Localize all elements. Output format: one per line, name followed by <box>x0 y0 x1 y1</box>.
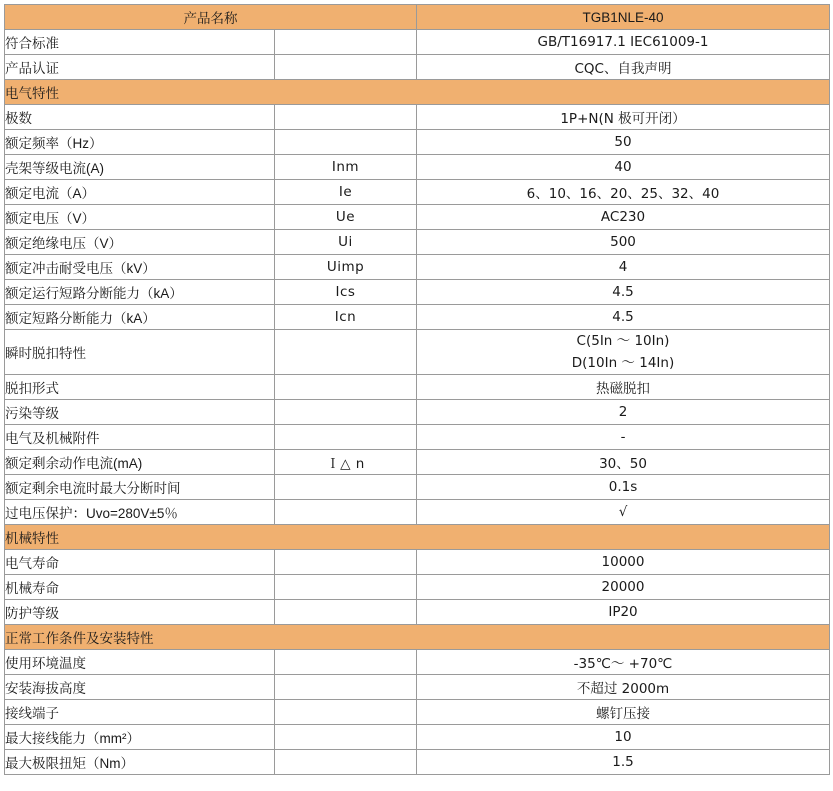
row-value: AC230 <box>417 205 830 230</box>
row-label: 极数 <box>5 105 275 130</box>
row-label: 额定短路分断能力（kA） <box>5 305 275 330</box>
row-symbol: Ue <box>275 205 417 230</box>
row-label: 最大极限扭矩（Nm） <box>5 750 275 775</box>
row-value-line: D(10In ～ 14In) <box>571 355 675 371</box>
row-label: 瞬时脱扣特性 <box>5 330 275 375</box>
table-row <box>5 725 830 750</box>
row-label: 额定电压（V） <box>5 205 275 230</box>
row-value: 40 <box>417 155 830 180</box>
row-value: 4.5 <box>417 280 830 305</box>
row-symbol <box>275 550 417 575</box>
table-row <box>5 30 830 55</box>
table-row <box>5 425 830 450</box>
section-header-row <box>5 525 830 550</box>
row-value: 0.1s <box>417 475 830 500</box>
row-value: 2 <box>417 400 830 425</box>
table-row <box>5 475 830 500</box>
row-value: 4 <box>417 255 830 280</box>
section-header-row <box>5 80 830 105</box>
row-label: 壳架等级电流(A) <box>5 155 275 180</box>
row-label: 额定剩余动作电流(mA) <box>5 450 275 475</box>
row-label: 额定电流（A） <box>5 180 275 205</box>
row-label: 接线端子 <box>5 700 275 725</box>
row-label: 电气及机械附件 <box>5 425 275 450</box>
row-value: 500 <box>417 230 830 255</box>
row-symbol <box>275 700 417 725</box>
row-value: IP20 <box>417 600 830 625</box>
table-row <box>5 375 830 400</box>
row-value: √ <box>417 500 830 525</box>
row-symbol <box>275 130 417 155</box>
row-value: CQC、自我声明 <box>417 55 830 80</box>
row-symbol <box>275 725 417 750</box>
table-row <box>5 280 830 305</box>
table-row <box>5 400 830 425</box>
row-value: 30、50 <box>417 450 830 475</box>
table-row <box>5 750 830 775</box>
table-row <box>5 500 830 525</box>
row-value <box>417 330 830 375</box>
table-row <box>5 700 830 725</box>
product-name-header: 产品名称 <box>5 5 417 30</box>
row-label: 安装海拔高度 <box>5 675 275 700</box>
row-label: 电气寿命 <box>5 550 275 575</box>
row-value: 不超过 2000m <box>417 675 830 700</box>
row-value: GB/T16917.1 IEC61009-1 <box>417 30 830 55</box>
row-symbol <box>275 750 417 775</box>
row-label: 防护等级 <box>5 600 275 625</box>
table-row <box>5 205 830 230</box>
row-symbol <box>275 500 417 525</box>
row-value: 20000 <box>417 575 830 600</box>
row-value-line: C(5In ～ 10In) <box>576 333 670 349</box>
row-value: 10 <box>417 725 830 750</box>
table-row <box>5 155 830 180</box>
table-row <box>5 130 830 155</box>
row-label: 产品认证 <box>5 55 275 80</box>
row-label: 过电压保护：Uvo=280V±5％ <box>5 500 275 525</box>
table-row <box>5 550 830 575</box>
row-symbol: Ui <box>275 230 417 255</box>
row-symbol: Ics <box>275 280 417 305</box>
row-symbol <box>275 330 417 375</box>
row-symbol: Ｉ△ n <box>275 450 417 475</box>
table-row <box>5 330 830 375</box>
row-symbol <box>275 375 417 400</box>
table-row <box>5 675 830 700</box>
row-value: 4.5 <box>417 305 830 330</box>
table-row <box>5 305 830 330</box>
row-symbol: Uimp <box>275 255 417 280</box>
row-label: 额定剩余电流时最大分断时间 <box>5 475 275 500</box>
row-symbol <box>275 30 417 55</box>
section-title: 机械特性 <box>5 525 830 550</box>
table-row <box>5 255 830 280</box>
row-value: 螺钉压接 <box>417 700 830 725</box>
product-model-header: TGB1NLE-40 <box>417 5 830 30</box>
table-row <box>5 180 830 205</box>
row-symbol: Icn <box>275 305 417 330</box>
table-row <box>5 230 830 255</box>
row-symbol <box>275 575 417 600</box>
row-label: 额定频率（Hz） <box>5 130 275 155</box>
row-symbol <box>275 55 417 80</box>
row-value: 10000 <box>417 550 830 575</box>
row-symbol <box>275 400 417 425</box>
spec-table-body <box>5 5 830 775</box>
row-symbol <box>275 675 417 700</box>
row-symbol <box>275 105 417 130</box>
table-row <box>5 105 830 130</box>
row-label: 额定运行短路分断能力（kA） <box>5 280 275 305</box>
row-label: 额定冲击耐受电压（kV） <box>5 255 275 280</box>
row-label: 符合标准 <box>5 30 275 55</box>
row-label: 额定绝缘电压（V） <box>5 230 275 255</box>
section-title: 正常工作条件及安装特性 <box>5 625 830 650</box>
table-row <box>5 450 830 475</box>
product-spec-table <box>4 4 830 775</box>
row-label: 使用环境温度 <box>5 650 275 675</box>
row-value: 50 <box>417 130 830 155</box>
row-label: 污染等级 <box>5 400 275 425</box>
row-value: 1.5 <box>417 750 830 775</box>
row-symbol <box>275 425 417 450</box>
section-header-row <box>5 625 830 650</box>
row-symbol <box>275 475 417 500</box>
row-symbol: Ie <box>275 180 417 205</box>
table-header-row <box>5 5 830 30</box>
row-symbol <box>275 650 417 675</box>
row-symbol <box>275 600 417 625</box>
section-title: 电气特性 <box>5 80 830 105</box>
row-value: - <box>417 425 830 450</box>
row-symbol: Inm <box>275 155 417 180</box>
table-row <box>5 650 830 675</box>
table-row <box>5 600 830 625</box>
row-label: 最大接线能力（mm²） <box>5 725 275 750</box>
table-row <box>5 55 830 80</box>
table-row <box>5 575 830 600</box>
row-value: 热磁脱扣 <box>417 375 830 400</box>
row-label: 脱扣形式 <box>5 375 275 400</box>
row-value: 6、10、16、20、25、32、40 <box>417 180 830 205</box>
row-value: -35℃～ +70℃ <box>417 650 830 675</box>
row-label: 机械寿命 <box>5 575 275 600</box>
row-value: 1P+N(N 极可开闭） <box>417 105 830 130</box>
